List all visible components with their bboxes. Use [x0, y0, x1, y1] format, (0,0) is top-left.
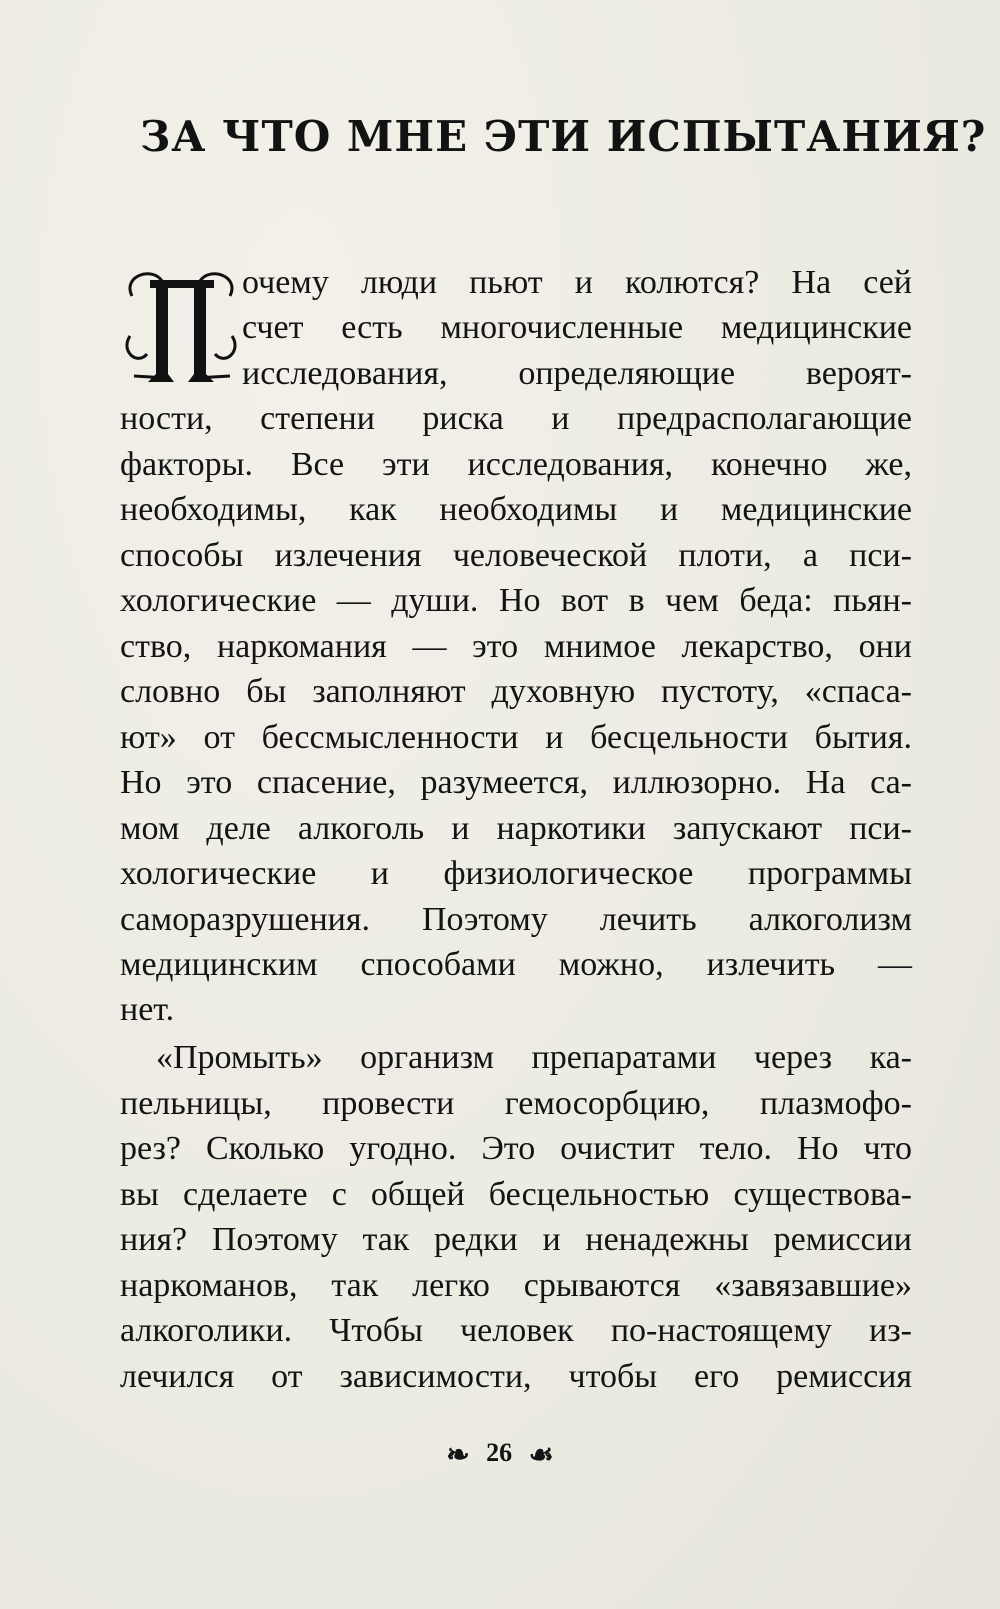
text-line: саморазрушения. Поэтому лечить алкоголизм	[120, 901, 912, 938]
text-line: факторы. Все эти исследования, конечно же,	[120, 446, 912, 483]
text-line: необходимы, как необходимы и медицинские	[120, 491, 912, 528]
chapter-heading: ЗА ЧТО МНЕ ЭТИ ИСПЫТАНИЯ?	[140, 112, 987, 161]
text-line: нет.	[120, 991, 175, 1028]
text-line: мом деле алкоголь и наркотики запускают пси-	[120, 810, 912, 847]
text-line: Но это спасение, разумеется, иллюзорно. На са-	[120, 764, 912, 801]
text-line: способы излечения человеческой плоти, а пси-	[120, 537, 912, 574]
text-line: очему люди пьют и колются? На сей	[242, 264, 912, 301]
text-line: вы сделаете с общей бесцельностью существова-	[120, 1176, 912, 1213]
text-line: счет есть многочисленные медицинские	[242, 309, 912, 346]
page-number: 26	[486, 1438, 513, 1467]
page-footer	[0, 1438, 1000, 1472]
text-line: исследования, определяющие вероят-	[242, 355, 912, 392]
text-line: лечился от зависимости, чтобы его ремиссия	[120, 1358, 912, 1395]
ornament-right-icon: ☙	[528, 1440, 554, 1472]
text-line: ния? Поэтому так редки и ненадежны ремиссии	[120, 1221, 912, 1258]
ornament-left-icon: ❧	[446, 1440, 470, 1472]
text-line: хологические и физиологическое программы	[120, 855, 912, 892]
text-line: медицинским способами можно, излечить —	[120, 946, 912, 983]
text-line: алкоголики. Чтобы человек по-настоящему из-	[120, 1312, 912, 1349]
ornamental-drop-cap	[122, 266, 240, 388]
svg-text:П: П	[181, 384, 182, 385]
text-line: хологические — души. Но вот в чем беда: пьян-	[120, 582, 912, 619]
text-line: ности, степени риска и предрасполагающие	[120, 400, 912, 437]
text-line: словно бы заполняют духовную пустоту, «спаса-	[120, 673, 912, 710]
text-line: наркоманов, так легко срываются «завязавшие»	[120, 1267, 912, 1304]
text-line: «Промыть» организм препаратами через ка-	[156, 1039, 912, 1076]
text-line: рез? Сколько угодно. Это очистит тело. Но что	[120, 1130, 912, 1167]
text-line: пельницы, провести гемосорбцию, плазмофо-	[120, 1085, 912, 1122]
text-line: ство, наркомания — это мнимое лекарство, они	[120, 628, 912, 665]
text-line: ют» от бессмысленности и бесцельности бытия.	[120, 719, 912, 756]
